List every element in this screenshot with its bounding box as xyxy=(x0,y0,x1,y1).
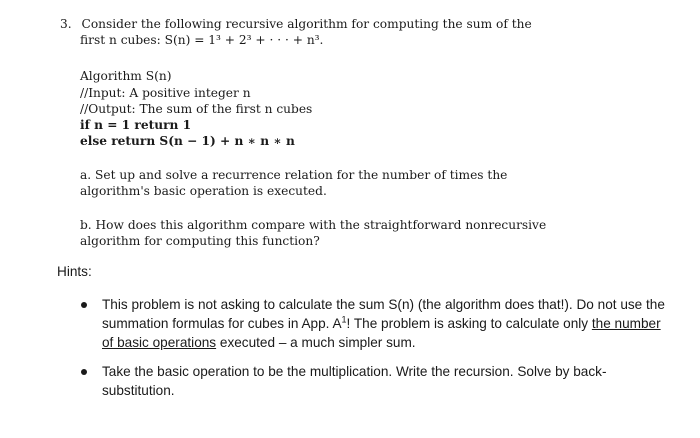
problem-number: 3. xyxy=(60,17,72,31)
hint-item-1 xyxy=(78,295,668,352)
algorithm-else-line: else return S(n − 1) + n ∗ n ∗ n xyxy=(80,134,295,148)
hint-1-underlined-text: the number of basic operations xyxy=(102,316,661,350)
part-b-line-2: algorithm for computing this function? xyxy=(80,234,320,248)
algorithm-header: Algorithm S(n) xyxy=(80,69,172,83)
hint-2-text: Take the basic operation to be the multiplication. Write the recursion. Solve by back-substitution. xyxy=(102,364,607,398)
algorithm-input-comment: //Input: A positive integer n xyxy=(80,86,251,100)
algorithm-if-line: if n = 1 return 1 xyxy=(80,118,192,132)
part-a-line-1: a. Set up and solve a recurrence relation for the number of times the xyxy=(80,168,508,182)
hint-item-2 xyxy=(78,362,668,400)
hints-list xyxy=(78,295,668,410)
problem-line-2: first n cubes: S(n) = 1³ + 2³ + · · · + n³. xyxy=(80,33,324,47)
part-a xyxy=(80,167,507,199)
part-b xyxy=(80,217,546,249)
hint-1-text-post: executed – a much simpler sum. xyxy=(216,335,416,350)
algorithm-output-comment: //Output: The sum of the first n cubes xyxy=(80,102,313,116)
part-a-line-2: algorithm's basic operation is executed. xyxy=(80,184,327,198)
problem-text-1: Consider the following recursive algorithm for computing the sum of the xyxy=(81,17,532,31)
problem-line-1 xyxy=(60,16,532,32)
algorithm-block xyxy=(80,68,312,149)
hints-label: Hints: xyxy=(57,264,92,279)
hint-1-text-pre: This problem is not asking to calculate the sum S(n) (the algorithm does that!). Do not use the summation formulas for cubes in App. A xyxy=(102,297,665,331)
hint-1-superscript: 1 xyxy=(341,314,347,325)
part-b-line-1: b. How does this algorithm compare with the straightforward nonrecursive xyxy=(80,218,547,232)
hint-1-text-mid: ! The problem is asking to calculate only xyxy=(346,316,592,331)
problem-statement xyxy=(60,16,532,48)
